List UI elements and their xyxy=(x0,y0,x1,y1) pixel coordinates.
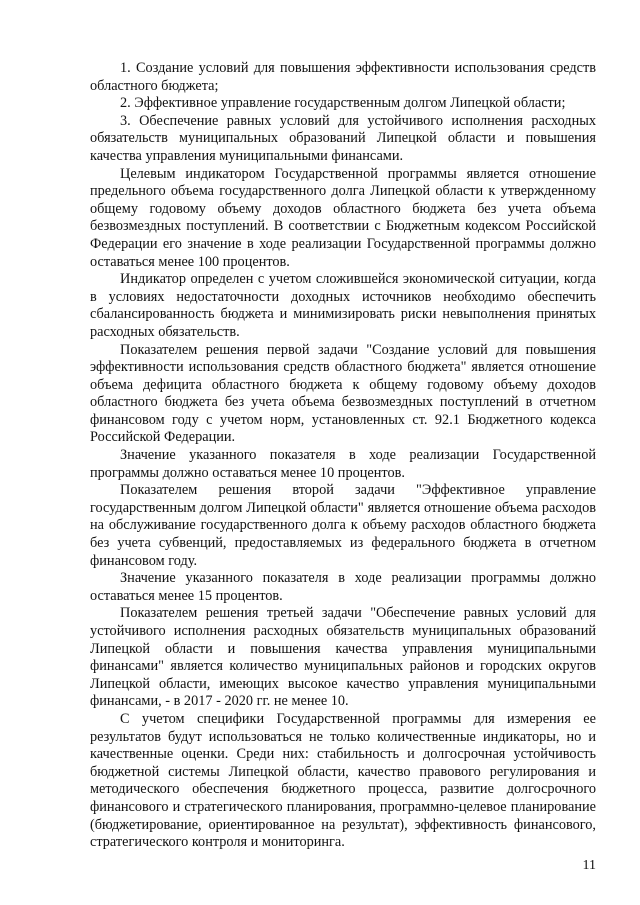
paragraph-second-task-indicator: Показателем решения второй задачи "Эффективное управление государственным долгом Липецкой области" является отношение объема расходов на обслуживание государственного долга к объему расходов областного бюджета без учета субвенций, предоставляемых из федерального бюджета в отчетном финансовом году. xyxy=(90,482,596,569)
document-body xyxy=(90,60,596,852)
page-number: 11 xyxy=(582,858,596,873)
paragraph-indicator-context: Индикатор определен с учетом сложившейся экономической ситуации, когда в условиях недостаточности доходных источников необходимо обеспечить сбалансированность бюджета и минимизировать риски невыполнения принятых расходных обязательств. xyxy=(90,271,596,340)
paragraph-first-task-indicator: Показателем решения первой задачи "Создание условий для повышения эффективности использования средств областного бюджета" является отношение объема дефицита областного бюджета к общему годовому объему доходов областного бюджета без учета объема безвозмездных поступлений в отчетном финансовом году с учетом норм, установленных ст. 92.1 Бюджетного кодекса Российской Федерации. xyxy=(90,341,596,446)
paragraph-third-task-indicator: Показателем решения третьей задачи "Обеспечение равных условий для устойчивого исполнения расходных обязательств муниципальных образований Липецкой области и повышения качества управления муниципальными финансами" является количество муниципальных районов и городских округов Липецкой области, имеющих высокое качество управления муниципальными финансами, - в 2017 - 2020 гг. не менее 10. xyxy=(90,605,596,710)
paragraph-target-indicator: Целевым индикатором Государственной программы является отношение предельного объема государственного долга Липецкой области к утвержденному общему годовому объему доходов областного бюджета без учета объема безвозмездных поступлений. В соответствии с Бюджетным кодексом Российской Федерации его значение в ходе реализации Государственной программы должно оставаться менее 100 процентов. xyxy=(90,165,596,270)
paragraph-first-task-value: Значение указанного показателя в ходе реализации Государственной программы должно оставаться менее 10 процентов. xyxy=(90,447,596,481)
paragraph-task-2: 2. Эффективное управление государственным долгом Липецкой области; xyxy=(120,95,566,112)
paragraph-second-task-value: Значение указанного показателя в ходе реализации программы должно оставаться менее 15 процентов. xyxy=(90,570,596,604)
paragraph-task-3: 3. Обеспечение равных условий для устойчивого исполнения расходных обязательств муниципальных образований Липецкой области и повышения качества управления муниципальными финансами. xyxy=(90,112,596,164)
paragraph-qualitative-assessment: С учетом специфики Государственной программы для измерения ее результатов будут использоваться не только количественные индикаторы, но и качественные оценки. Среди них: стабильность и долгосрочная устойчивость бюджетной системы Липецкой области, качество правового регулирования и методического обеспечения бюджетного процесса, развитие долгосрочного финансового и стратегического планирования, программно-целевое планирование (бюджетирование, ориентированное на результат), эффективность финансового, стратегического контроля и мониторинга. xyxy=(90,710,596,851)
paragraph-task-1: 1. Создание условий для повышения эффективности использования средств областного бюджета; xyxy=(90,60,596,94)
